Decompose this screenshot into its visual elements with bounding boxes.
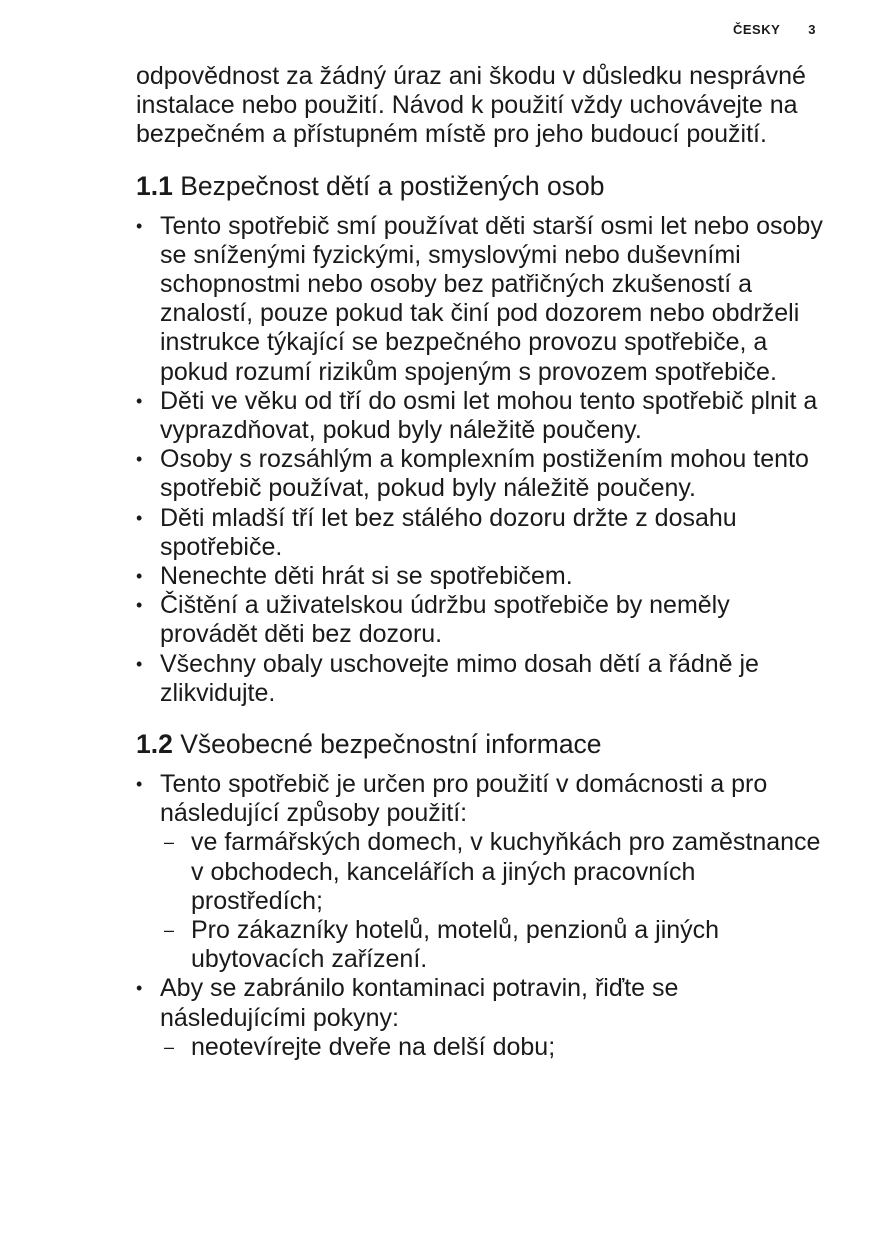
sub-list-item bbox=[160, 828, 826, 916]
sub-list-item-text: Pro zákazníky hotelů, motelů, penzionů a jiných ubytovacích zařízení. bbox=[191, 916, 720, 974]
bullet-icon: • bbox=[136, 507, 143, 528]
list-item bbox=[136, 974, 826, 1062]
list-item-text: Nenechte děti hrát si se spotřebičem. bbox=[160, 562, 573, 591]
dash-icon: – bbox=[164, 920, 175, 941]
list-item bbox=[136, 650, 826, 708]
list-item bbox=[136, 387, 826, 445]
bullet-icon: • bbox=[136, 774, 143, 795]
intro-paragraph: odpovědnost za žádný úraz ani škodu v důsledku nesprávné instalace nebo použití. Návod k použití vždy uchovávejte na bezpečném a přístupném místě pro jeho budoucí použití. bbox=[136, 62, 806, 149]
section-number: 1.1 bbox=[136, 170, 173, 201]
list-item-text: Čištění a uživatelskou údržbu spotřebiče by neměly provádět děti bez dozoru. bbox=[160, 591, 730, 649]
list-item bbox=[136, 770, 826, 974]
list-item bbox=[136, 591, 826, 649]
list-item-text: Tento spotřebič je určen pro použití v domácnosti a pro následující způsoby použití: bbox=[160, 770, 768, 828]
sub-list bbox=[160, 828, 826, 974]
bullet-icon: • bbox=[136, 566, 143, 587]
page-number: 3 bbox=[808, 22, 816, 37]
list-item-text: Aby se zabránilo kontaminaci potravin, řiďte se následujícími pokyny: bbox=[160, 974, 679, 1032]
bullet-icon: • bbox=[136, 390, 143, 411]
list-item bbox=[136, 562, 826, 591]
section-title: Všeobecné bezpečnostní informace bbox=[180, 729, 602, 760]
dash-icon: – bbox=[164, 1036, 175, 1057]
bullet-icon: • bbox=[136, 978, 143, 999]
section-title: Bezpečnost dětí a postižených osob bbox=[180, 170, 605, 201]
sub-list-item bbox=[160, 916, 826, 974]
section-1-2-list bbox=[136, 770, 826, 1062]
bullet-icon: • bbox=[136, 595, 143, 616]
sub-list-item-text: ve farmářských domech, v kuchyňkách pro zaměstnance v obchodech, kancelářích a jiných pracovních prostředích; bbox=[191, 828, 821, 915]
list-item-text: Děti mladší tří let bez stálého dozoru držte z dosahu spotřebiče. bbox=[160, 503, 737, 561]
bullet-icon: • bbox=[136, 449, 143, 470]
list-item bbox=[136, 504, 826, 562]
page-header bbox=[733, 22, 816, 37]
list-item bbox=[136, 212, 826, 387]
section-heading-1-1 bbox=[136, 170, 826, 202]
sub-list-item bbox=[160, 1033, 826, 1062]
list-item-text: Všechny obaly uschovejte mimo dosah dětí a řádně je zlikvidujte. bbox=[160, 649, 759, 707]
document-body bbox=[136, 62, 826, 1062]
section-number: 1.2 bbox=[136, 729, 173, 760]
list-item-text: Osoby s rozsáhlým a komplexním postižením mohou tento spotřebič používat, pokud byly náležitě poučeny. bbox=[160, 445, 809, 503]
bullet-icon: • bbox=[136, 215, 143, 236]
language-label: ČESKY bbox=[732, 22, 781, 37]
list-item-text: Tento spotřebič smí používat děti starší osmi let nebo osoby se sníženými fyzickými, smyslovými nebo duševními schopnostmi nebo osoby bez patřičných zkušeností a znalostí, pouze pokud tak činí pod dozorem nebo obdrželi instrukce týkající se bezpečného provozu spotřebiče, a pokud rozumí rizikům spojeným s provozem spotřebiče. bbox=[160, 211, 823, 386]
list-item bbox=[136, 445, 826, 503]
sub-list-item-text: neotevírejte dveře na delší dobu; bbox=[191, 1032, 556, 1061]
sub-list bbox=[160, 1033, 826, 1062]
section-1-1-list bbox=[136, 212, 826, 708]
section-heading-1-2 bbox=[136, 728, 826, 760]
dash-icon: – bbox=[164, 832, 175, 853]
list-item-text: Děti ve věku od tří do osmi let mohou tento spotřebič plnit a vyprazdňovat, pokud byly náležitě poučeny. bbox=[160, 386, 818, 445]
bullet-icon: • bbox=[136, 653, 143, 674]
